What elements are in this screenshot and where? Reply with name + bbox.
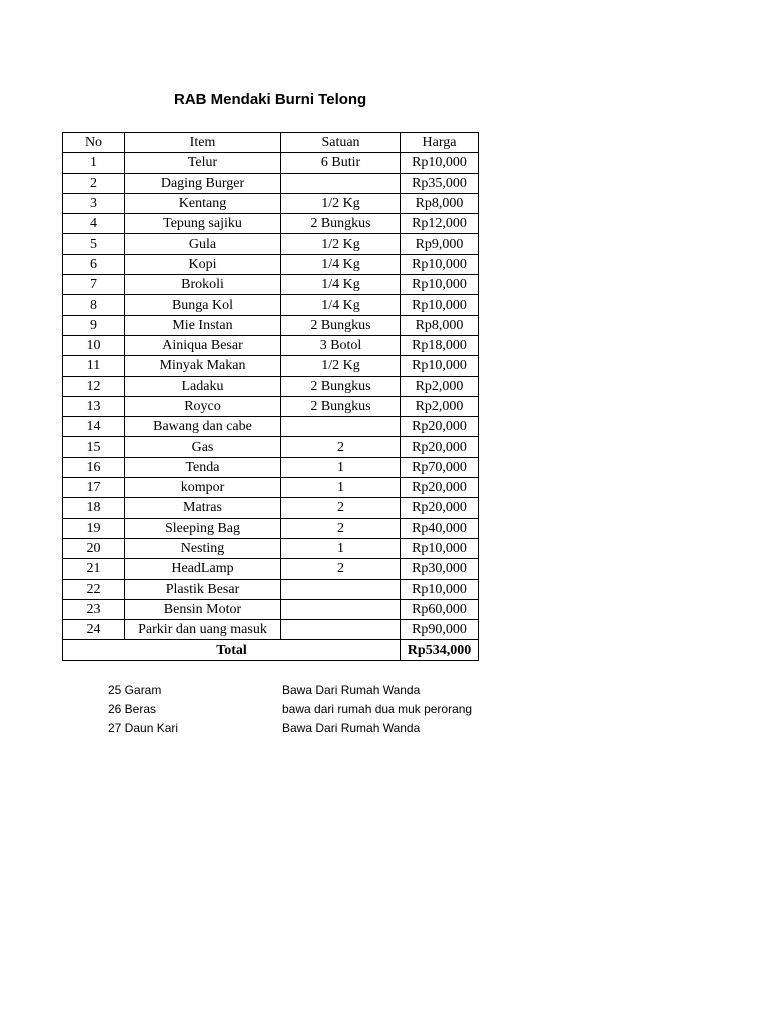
cell-harga: Rp8,000 — [401, 315, 479, 335]
table-row — [63, 153, 479, 173]
table-row — [63, 417, 479, 437]
cell-harga: Rp20,000 — [401, 478, 479, 498]
cell-no: 12 — [63, 376, 125, 396]
total-row — [63, 640, 479, 660]
cell-satuan — [281, 173, 401, 193]
cell-satuan: 1 — [281, 478, 401, 498]
note-desc: bawa dari rumah dua muk perorang — [282, 702, 473, 716]
cell-item: Minyak Makan — [125, 356, 281, 376]
cell-harga: Rp40,000 — [401, 518, 479, 538]
cell-harga: Rp10,000 — [401, 579, 479, 599]
cell-item: kompor — [125, 478, 281, 498]
cell-harga: Rp10,000 — [401, 254, 479, 274]
note-label: 27 Daun Kari — [108, 721, 179, 735]
cell-harga: Rp10,000 — [401, 275, 479, 295]
table-row — [63, 356, 479, 376]
cell-satuan — [281, 579, 401, 599]
cell-satuan — [281, 599, 401, 619]
cell-no: 16 — [63, 457, 125, 477]
table-row — [63, 234, 479, 254]
table-row — [63, 620, 479, 640]
cell-harga: Rp10,000 — [401, 356, 479, 376]
cell-harga: Rp30,000 — [401, 559, 479, 579]
cell-satuan: 1/2 Kg — [281, 234, 401, 254]
note-desc: Bawa Dari Rumah Wanda — [282, 721, 421, 735]
cell-item: Nesting — [125, 538, 281, 558]
cell-harga: Rp9,000 — [401, 234, 479, 254]
cell-item: Tenda — [125, 457, 281, 477]
table-row — [63, 193, 479, 213]
total-value: Rp534,000 — [401, 640, 479, 660]
cell-harga: Rp10,000 — [401, 295, 479, 315]
table-row — [63, 254, 479, 274]
cell-satuan — [281, 417, 401, 437]
rab-table — [62, 132, 479, 661]
cell-satuan: 1/4 Kg — [281, 295, 401, 315]
table-row — [63, 295, 479, 315]
cell-no: 21 — [63, 559, 125, 579]
cell-satuan: 2 Bungkus — [281, 214, 401, 234]
header-harga: Harga — [401, 133, 479, 153]
cell-satuan: 2 Bungkus — [281, 376, 401, 396]
cell-no: 3 — [63, 193, 125, 213]
table-row — [63, 214, 479, 234]
header-no: No — [63, 133, 125, 153]
cell-no: 19 — [63, 518, 125, 538]
cell-harga: Rp20,000 — [401, 498, 479, 518]
cell-item: Parkir dan uang masuk — [125, 620, 281, 640]
cell-item: Gula — [125, 234, 281, 254]
table-row — [63, 437, 479, 457]
cell-satuan: 1/4 Kg — [281, 254, 401, 274]
table-row — [63, 396, 479, 416]
cell-item: Tepung sajiku — [125, 214, 281, 234]
cell-satuan: 2 — [281, 498, 401, 518]
table-row — [63, 173, 479, 193]
cell-no: 7 — [63, 275, 125, 295]
table-row — [63, 579, 479, 599]
header-satuan: Satuan — [281, 133, 401, 153]
cell-no: 18 — [63, 498, 125, 518]
cell-satuan: 1 — [281, 457, 401, 477]
cell-satuan: 2 — [281, 437, 401, 457]
cell-harga: Rp20,000 — [401, 437, 479, 457]
document-title: RAB Mendaki Burni Telong — [174, 91, 367, 108]
cell-harga: Rp8,000 — [401, 193, 479, 213]
cell-no: 22 — [63, 579, 125, 599]
table-row — [63, 559, 479, 579]
cell-satuan: 2 — [281, 518, 401, 538]
cell-no: 23 — [63, 599, 125, 619]
cell-item: Kentang — [125, 193, 281, 213]
cell-no: 17 — [63, 478, 125, 498]
table-row — [63, 275, 479, 295]
cell-item: Bensin Motor — [125, 599, 281, 619]
cell-item: Mie Instan — [125, 315, 281, 335]
cell-no: 8 — [63, 295, 125, 315]
note-label: 25 Garam — [108, 683, 162, 697]
cell-no: 10 — [63, 335, 125, 355]
cell-harga: Rp10,000 — [401, 538, 479, 558]
cell-harga: Rp2,000 — [401, 376, 479, 396]
cell-satuan — [281, 620, 401, 640]
cell-harga: Rp10,000 — [401, 153, 479, 173]
table-row — [63, 599, 479, 619]
cell-item: HeadLamp — [125, 559, 281, 579]
table-row — [63, 538, 479, 558]
cell-no: 13 — [63, 396, 125, 416]
cell-no: 14 — [63, 417, 125, 437]
header-item: Item — [125, 133, 281, 153]
table-row — [63, 478, 479, 498]
table-row — [63, 498, 479, 518]
table-row — [63, 457, 479, 477]
cell-satuan: 6 Butir — [281, 153, 401, 173]
total-label: Total — [63, 640, 401, 660]
cell-satuan: 2 — [281, 559, 401, 579]
cell-item: Ladaku — [125, 376, 281, 396]
table-row — [63, 518, 479, 538]
cell-no: 6 — [63, 254, 125, 274]
cell-satuan: 1/2 Kg — [281, 193, 401, 213]
cell-item: Daging Burger — [125, 173, 281, 193]
cell-harga: Rp20,000 — [401, 417, 479, 437]
cell-item: Royco — [125, 396, 281, 416]
table-body — [63, 153, 479, 640]
note-label: 26 Beras — [108, 702, 157, 716]
cell-item: Matras — [125, 498, 281, 518]
cell-item: Kopi — [125, 254, 281, 274]
cell-no: 9 — [63, 315, 125, 335]
cell-satuan: 1/2 Kg — [281, 356, 401, 376]
cell-satuan: 1 — [281, 538, 401, 558]
cell-satuan: 1/4 Kg — [281, 275, 401, 295]
table-header-row — [63, 133, 479, 153]
cell-item: Bawang dan cabe — [125, 417, 281, 437]
cell-no: 4 — [63, 214, 125, 234]
cell-harga: Rp60,000 — [401, 599, 479, 619]
cell-no: 5 — [63, 234, 125, 254]
cell-satuan: 2 Bungkus — [281, 315, 401, 335]
cell-item: Sleeping Bag — [125, 518, 281, 538]
cell-no: 2 — [63, 173, 125, 193]
table-row — [63, 335, 479, 355]
cell-no: 20 — [63, 538, 125, 558]
cell-no: 11 — [63, 356, 125, 376]
cell-item: Bunga Kol — [125, 295, 281, 315]
cell-no: 24 — [63, 620, 125, 640]
cell-harga: Rp18,000 — [401, 335, 479, 355]
cell-harga: Rp12,000 — [401, 214, 479, 234]
cell-item: Telur — [125, 153, 281, 173]
cell-satuan: 3 Botol — [281, 335, 401, 355]
cell-item: Brokoli — [125, 275, 281, 295]
cell-item: Ainiqua Besar — [125, 335, 281, 355]
note-desc: Bawa Dari Rumah Wanda — [282, 683, 421, 697]
cell-no: 1 — [63, 153, 125, 173]
table-row — [63, 376, 479, 396]
cell-item: Gas — [125, 437, 281, 457]
cell-harga: Rp2,000 — [401, 396, 479, 416]
cell-item: Plastik Besar — [125, 579, 281, 599]
cell-satuan: 2 Bungkus — [281, 396, 401, 416]
cell-harga: Rp70,000 — [401, 457, 479, 477]
cell-harga: Rp90,000 — [401, 620, 479, 640]
cell-harga: Rp35,000 — [401, 173, 479, 193]
cell-no: 15 — [63, 437, 125, 457]
table-row — [63, 315, 479, 335]
